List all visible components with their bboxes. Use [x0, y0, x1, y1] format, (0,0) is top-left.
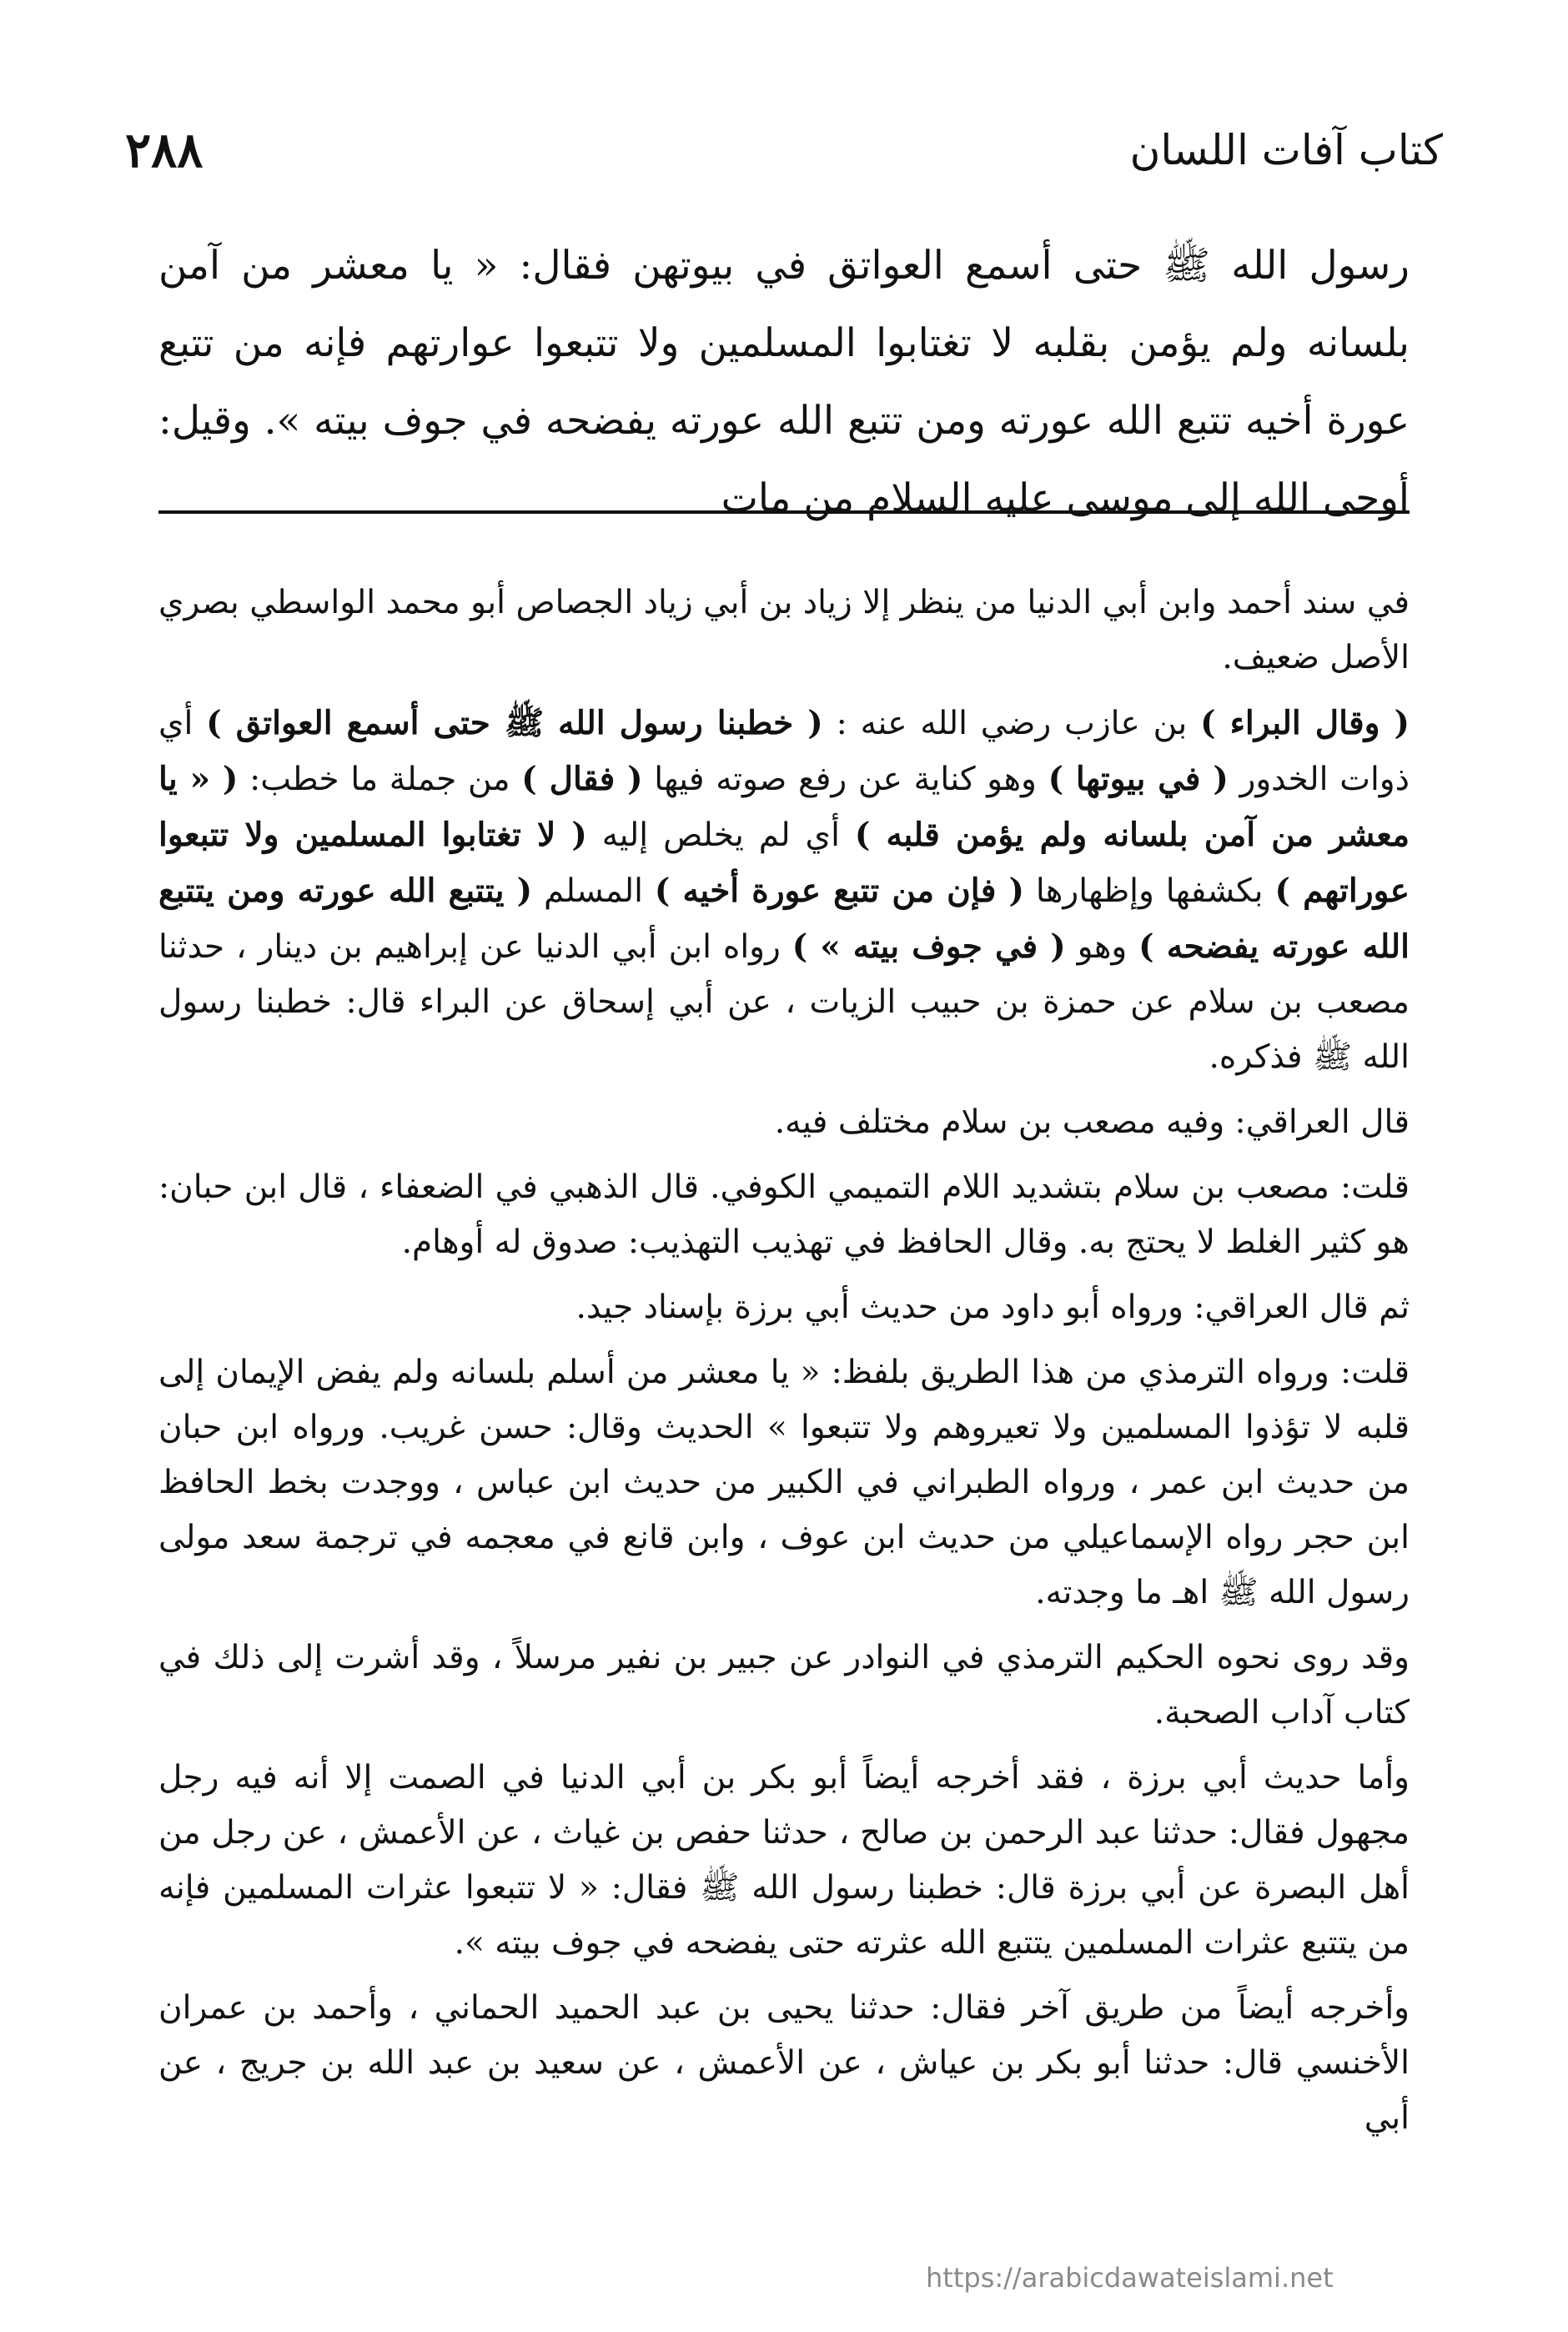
quoted-matn-segment: ( يتتبع الله عورته ومن يتتبع الله عورته يفضحه ) [158, 872, 1410, 966]
quoted-matn-segment: ( خطبنا رسول الله ﷺ حتى أسمع العواتق ) [206, 704, 823, 742]
commentary-paragraph-8: وأما حديث أبي برزة ، فقد أخرجه أيضاً أبو بكر بن أبي الدنيا في الصمت إلا أنه فيه رجل مجهول فقال: حدثنا عبد الرحمن بن صالح ، حدثنا حفص بن غياث ، عن الأعمش ، عن رجل من أهل البصرة عن أبي برزة قال: خطبنا رسول الله ﷺ فقال: « لا تتبعوا عثرات المسلمين فإنه من يتتبع عثرات المسلمين يتتبع الله عثرته حتى يفضحه في جوف بيته ». [158, 1759, 1410, 1962]
commentary-paragraph-7: وقد روى نحوه الحكيم الترمذي في النوادر عن جبير بن نفير مرسلاً ، وقد أشرت إلى ذلك في كتاب آداب الصحبة. [158, 1639, 1410, 1731]
quoted-matn-segment: ( لا تغتابوا المسلمين ولا تتبعوا عوراتهم ) [158, 816, 1410, 910]
commentary-segment: من جملة ما خطب: [238, 761, 522, 798]
commentary-paragraph-9: وأخرجه أيضاً من طريق آخر فقال: حدثنا يحيى بن عبد الحميد الحماني ، وأحمد بن عمران الأخنسي قال: حدثنا أبو بكر بن عياش ، عن الأعمش ، عن سعيد بن عبد الله بن جريج ، عن أبي [158, 1989, 1410, 2137]
commentary-segment: بكشفها وإظهارها [1023, 872, 1275, 910]
book-title: كتاب آفات اللسان [1129, 126, 1443, 174]
commentary-segment: وهو [1065, 928, 1139, 966]
commentary-paragraph-3: قال العراقي: وفيه مصعب بن سلام مختلف فيه. [774, 1103, 1410, 1141]
commentary-segment: أي لم يخلص إليه [586, 817, 855, 854]
commentary-segment: بن عازب رضي الله عنه : [822, 705, 1201, 742]
quoted-matn-segment: ( في جوف بيته » ) [792, 927, 1066, 966]
commentary-segment: المسلم [532, 872, 655, 910]
commentary-segment: أي ذوات الخدور [158, 705, 1410, 798]
commentary-segment: وهو كناية عن رفع صوته فيها [642, 761, 1048, 798]
commentary [158, 575, 1410, 2156]
commentary-paragraph-1: في سند أحمد وابن أبي الدنيا من ينظر إلا زياد بن أبي زياد الجصاص أبو محمد الواسطي بصري الأصل ضعيف. [158, 584, 1410, 676]
quoted-matn-segment: ( في بيوتها ) [1048, 760, 1229, 798]
commentary-segment: رواه ابن أبي الدنيا عن إبراهيم بن دينار ، حدثنا مصعب بن سلام عن حمزة بن حبيب الزيات ، عن أبي إسحاق عن البراء قال: خطبنا رسول الله ﷺ فذكره. [158, 928, 1410, 1076]
footnote-divider [158, 510, 1410, 514]
quoted-matn-segment: ( فقال ) [521, 760, 643, 798]
quoted-matn-segment: ( فإن من تتبع عورة أخيه ) [654, 872, 1024, 910]
page-header [125, 117, 1443, 183]
main-text: رسول الله ﷺ حتى أسمع العواتق في بيوتهن فقال: « يا معشر من آمن بلسانه ولم يؤمن بقلبه لا تغتابوا المسلمين ولا تتبعوا عوارتهم فإنه من تتبع عورة أخيه تتبع الله عورته ومن تتبع الله عورته يفضحه في جوف بيته ». وقيل: أوحى الله إلى موسى عليه السلام من مات [158, 243, 1410, 521]
commentary-paragraph-4: قلت: مصعب بن سلام بتشديد اللام التميمي الكوفي. قال الذهبي في الضعفاء ، قال ابن حبان: هو كثير الغلط لا يحتج به. وقال الحافظ في تهذيب التهذيب: صدوق له أوهام. [158, 1169, 1410, 1261]
page-number: ٢٨٨ [125, 122, 204, 178]
quoted-matn-segment: ( « يا معشر من آمن بلسانه ولم يؤمن قلبه ) [158, 760, 1410, 854]
quoted-matn-segment: ( وقال البراء ) [1200, 704, 1410, 742]
commentary-paragraph-6: قلت: ورواه الترمذي من هذا الطريق بلفظ: « يا معشر من أسلم بلسانه ولم يفض الإيمان إلى قلبه لا تؤذوا المسلمين ولا تعيروهم ولا تتبعوا » الحديث وقال: حسن غريب. ورواه ابن حبان من حديث ابن عمر ، ورواه الطبراني في الكبير من حديث ابن عباس ، ووجدت بخط الحافظ ابن حجر رواه الإسماعيلي من حديث ابن عوف ، وابن قانع في معجمه في ترجمة سعد مولى رسول الله ﷺ اهـ ما وجدته. [158, 1354, 1410, 1611]
watermark-url: https://arabicdawateislami.net [926, 2262, 1334, 2294]
commentary-paragraph-2 [158, 696, 1410, 1085]
commentary-paragraph-5: ثم قال العراقي: ورواه أبو داود من حديث أبي برزة بإسناد جيد. [575, 1289, 1410, 1326]
